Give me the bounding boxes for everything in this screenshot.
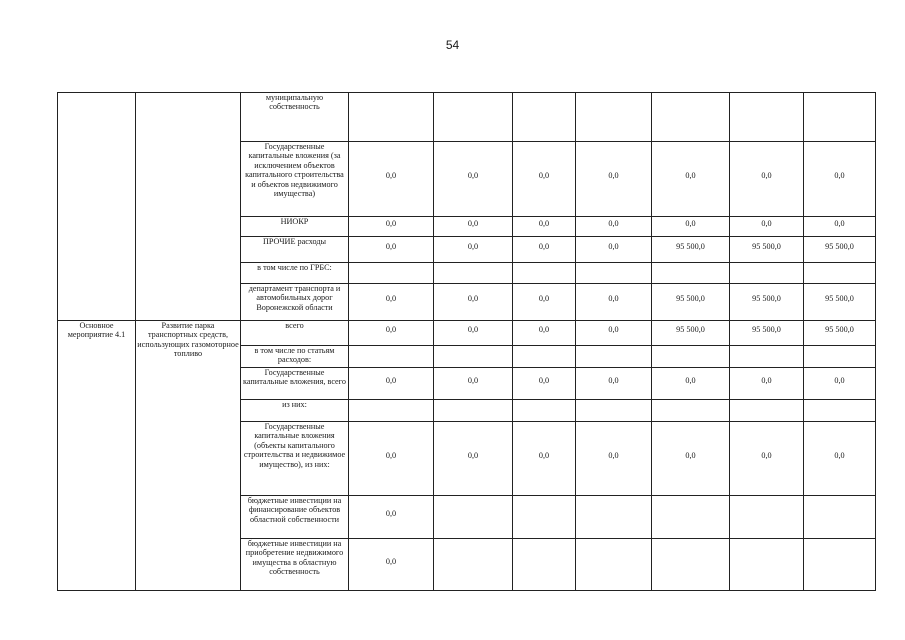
value-cell xyxy=(730,237,804,263)
value-text: 0,0 xyxy=(467,450,479,460)
value-cell xyxy=(576,400,652,422)
value-text: 0,0 xyxy=(385,294,397,304)
value-text: 0,0 xyxy=(538,294,550,304)
value-text: 0,0 xyxy=(834,171,845,181)
value-cell xyxy=(434,93,513,142)
value-text: 0,0 xyxy=(385,171,397,181)
value-cell xyxy=(434,263,513,284)
value-cell xyxy=(652,284,730,321)
value-cell xyxy=(730,368,804,400)
value-text: 0,0 xyxy=(385,556,397,566)
value-cell xyxy=(730,400,804,422)
value-cell xyxy=(804,539,876,591)
value-text: 95 500,0 xyxy=(676,325,705,335)
value-cell xyxy=(576,368,652,400)
value-cell xyxy=(513,142,576,217)
value-text: 0,0 xyxy=(538,450,550,460)
value-cell xyxy=(652,422,730,496)
value-text: 0,0 xyxy=(685,450,696,460)
value-text: 0,0 xyxy=(385,218,397,228)
value-cell xyxy=(576,321,652,346)
value-cell xyxy=(513,539,576,591)
value-cell xyxy=(576,217,652,237)
indicator-cell: в том числе по статьям расходов: xyxy=(241,346,349,368)
value-text: 0,0 xyxy=(538,171,550,181)
value-cell xyxy=(434,284,513,321)
value-cell xyxy=(513,321,576,346)
value-cell xyxy=(349,400,434,422)
value-text: 0,0 xyxy=(538,325,550,335)
value-cell xyxy=(349,539,434,591)
value-cell xyxy=(652,142,730,217)
page-number: 54 xyxy=(445,38,460,52)
value-cell xyxy=(730,217,804,237)
value-cell xyxy=(434,422,513,496)
table-row xyxy=(58,93,876,142)
budget-table xyxy=(57,92,876,591)
value-cell xyxy=(349,93,434,142)
value-text: 0,0 xyxy=(608,171,619,181)
value-cell xyxy=(652,263,730,284)
value-cell xyxy=(730,93,804,142)
value-cell xyxy=(804,496,876,539)
value-cell xyxy=(804,400,876,422)
value-cell xyxy=(434,237,513,263)
value-cell xyxy=(349,142,434,217)
value-text: 95 500,0 xyxy=(752,294,781,304)
value-cell xyxy=(652,93,730,142)
value-cell xyxy=(652,368,730,400)
value-text: 95 500,0 xyxy=(825,241,854,251)
value-cell xyxy=(349,496,434,539)
value-cell xyxy=(730,422,804,496)
indicator-cell: в том числе по ГРБС: xyxy=(241,263,349,284)
value-cell xyxy=(730,346,804,368)
value-cell xyxy=(730,263,804,284)
value-text: 95 500,0 xyxy=(825,294,854,304)
table-row xyxy=(58,321,876,346)
indicator-cell: Государственные капитальные вложения, всего xyxy=(241,368,349,400)
value-text: 0,0 xyxy=(538,375,550,385)
value-text: 0,0 xyxy=(608,325,619,335)
value-cell xyxy=(434,496,513,539)
value-cell xyxy=(576,142,652,217)
value-cell xyxy=(804,142,876,217)
value-cell xyxy=(730,539,804,591)
value-text: 0,0 xyxy=(608,294,619,304)
value-cell xyxy=(513,284,576,321)
value-cell xyxy=(513,368,576,400)
value-cell xyxy=(349,346,434,368)
value-cell xyxy=(652,400,730,422)
value-cell xyxy=(804,321,876,346)
indicator-cell: Государственные капитальные вложения (объекты капитального строительства и недвижимое имущество), из них: xyxy=(241,422,349,496)
value-cell xyxy=(730,321,804,346)
value-text: 0,0 xyxy=(467,375,479,385)
value-cell xyxy=(513,400,576,422)
value-text: 0,0 xyxy=(761,450,772,460)
value-cell xyxy=(804,217,876,237)
indicator-cell: бюджетные инвестиции на финансирование объектов областной собственности xyxy=(241,496,349,539)
value-cell xyxy=(349,368,434,400)
value-cell xyxy=(513,422,576,496)
value-text: 0,0 xyxy=(608,450,619,460)
value-cell xyxy=(434,217,513,237)
indicator-cell: бюджетные инвестиции на приобретение недвижимого имущества в областную собственность xyxy=(241,539,349,591)
value-cell xyxy=(730,142,804,217)
value-text: 95 500,0 xyxy=(752,325,781,335)
value-cell xyxy=(349,284,434,321)
value-text: 0,0 xyxy=(385,509,397,519)
value-text: 0,0 xyxy=(538,241,550,251)
value-text: 0,0 xyxy=(834,450,845,460)
value-cell xyxy=(652,217,730,237)
event-name-cell: Развитие парка транспортных средств, использующих газомоторное топливо xyxy=(136,321,241,591)
value-cell xyxy=(652,539,730,591)
value-text: 0,0 xyxy=(538,218,550,228)
value-text: 0,0 xyxy=(685,218,696,228)
value-text: 95 500,0 xyxy=(825,325,854,335)
value-text: 0,0 xyxy=(467,241,479,251)
value-cell xyxy=(434,368,513,400)
indicator-cell: муниципальную собственность xyxy=(241,93,349,142)
value-text: 0,0 xyxy=(761,375,772,385)
indicator-cell: из них: xyxy=(241,400,349,422)
value-text: 0,0 xyxy=(834,375,845,385)
value-cell xyxy=(349,263,434,284)
value-cell xyxy=(513,237,576,263)
value-text: 95 500,0 xyxy=(676,294,705,304)
value-cell xyxy=(576,237,652,263)
value-cell xyxy=(652,237,730,263)
value-text: 0,0 xyxy=(608,218,619,228)
value-cell xyxy=(513,217,576,237)
value-cell xyxy=(513,346,576,368)
value-text: 0,0 xyxy=(385,375,397,385)
value-cell xyxy=(434,400,513,422)
value-cell xyxy=(804,368,876,400)
value-cell xyxy=(349,237,434,263)
indicator-cell: Государственные капитальные вложения (за исключением объектов капитального строительства и объектов недвижимого имущества) xyxy=(241,142,349,217)
indicator-cell: департамент транспорта и автомобильных дорог Воронежской области xyxy=(241,284,349,321)
value-text: 0,0 xyxy=(608,241,619,251)
value-cell xyxy=(349,422,434,496)
value-text: 0,0 xyxy=(385,241,397,251)
value-cell xyxy=(576,539,652,591)
value-text: 0,0 xyxy=(467,325,479,335)
value-cell xyxy=(434,142,513,217)
indicator-cell: ПРОЧИЕ расходы xyxy=(241,237,349,263)
value-text: 0,0 xyxy=(685,375,696,385)
value-text: 95 500,0 xyxy=(752,241,781,251)
value-cell xyxy=(576,346,652,368)
value-text: 0,0 xyxy=(385,450,397,460)
value-text: 0,0 xyxy=(834,218,845,228)
value-cell xyxy=(434,321,513,346)
value-cell xyxy=(804,237,876,263)
name-cell-continued xyxy=(136,93,241,321)
value-cell xyxy=(434,539,513,591)
value-text: 0,0 xyxy=(385,325,397,335)
value-text: 0,0 xyxy=(608,375,619,385)
value-cell xyxy=(730,496,804,539)
value-cell xyxy=(652,496,730,539)
value-text: 0,0 xyxy=(685,171,696,181)
event-status-cell: Основное мероприятие 4.1 xyxy=(58,321,136,591)
value-text: 0,0 xyxy=(467,294,479,304)
value-text: 0,0 xyxy=(467,171,479,181)
value-cell xyxy=(804,263,876,284)
indicator-cell: НИОКР xyxy=(241,217,349,237)
value-cell xyxy=(576,263,652,284)
value-cell xyxy=(730,284,804,321)
value-cell xyxy=(804,93,876,142)
value-cell xyxy=(804,284,876,321)
value-cell xyxy=(513,496,576,539)
status-cell-continued xyxy=(58,93,136,321)
value-cell xyxy=(434,346,513,368)
value-cell xyxy=(576,496,652,539)
value-cell xyxy=(652,321,730,346)
value-cell xyxy=(804,422,876,496)
value-text: 0,0 xyxy=(761,218,772,228)
value-cell xyxy=(576,422,652,496)
value-cell xyxy=(576,93,652,142)
value-text: 0,0 xyxy=(467,218,479,228)
value-cell xyxy=(349,321,434,346)
value-cell xyxy=(804,346,876,368)
value-text: 95 500,0 xyxy=(676,241,705,251)
value-text: 0,0 xyxy=(761,171,772,181)
value-cell xyxy=(652,346,730,368)
value-cell xyxy=(513,263,576,284)
value-cell xyxy=(576,284,652,321)
value-cell xyxy=(349,217,434,237)
indicator-cell: всего xyxy=(241,321,349,346)
value-cell xyxy=(513,93,576,142)
